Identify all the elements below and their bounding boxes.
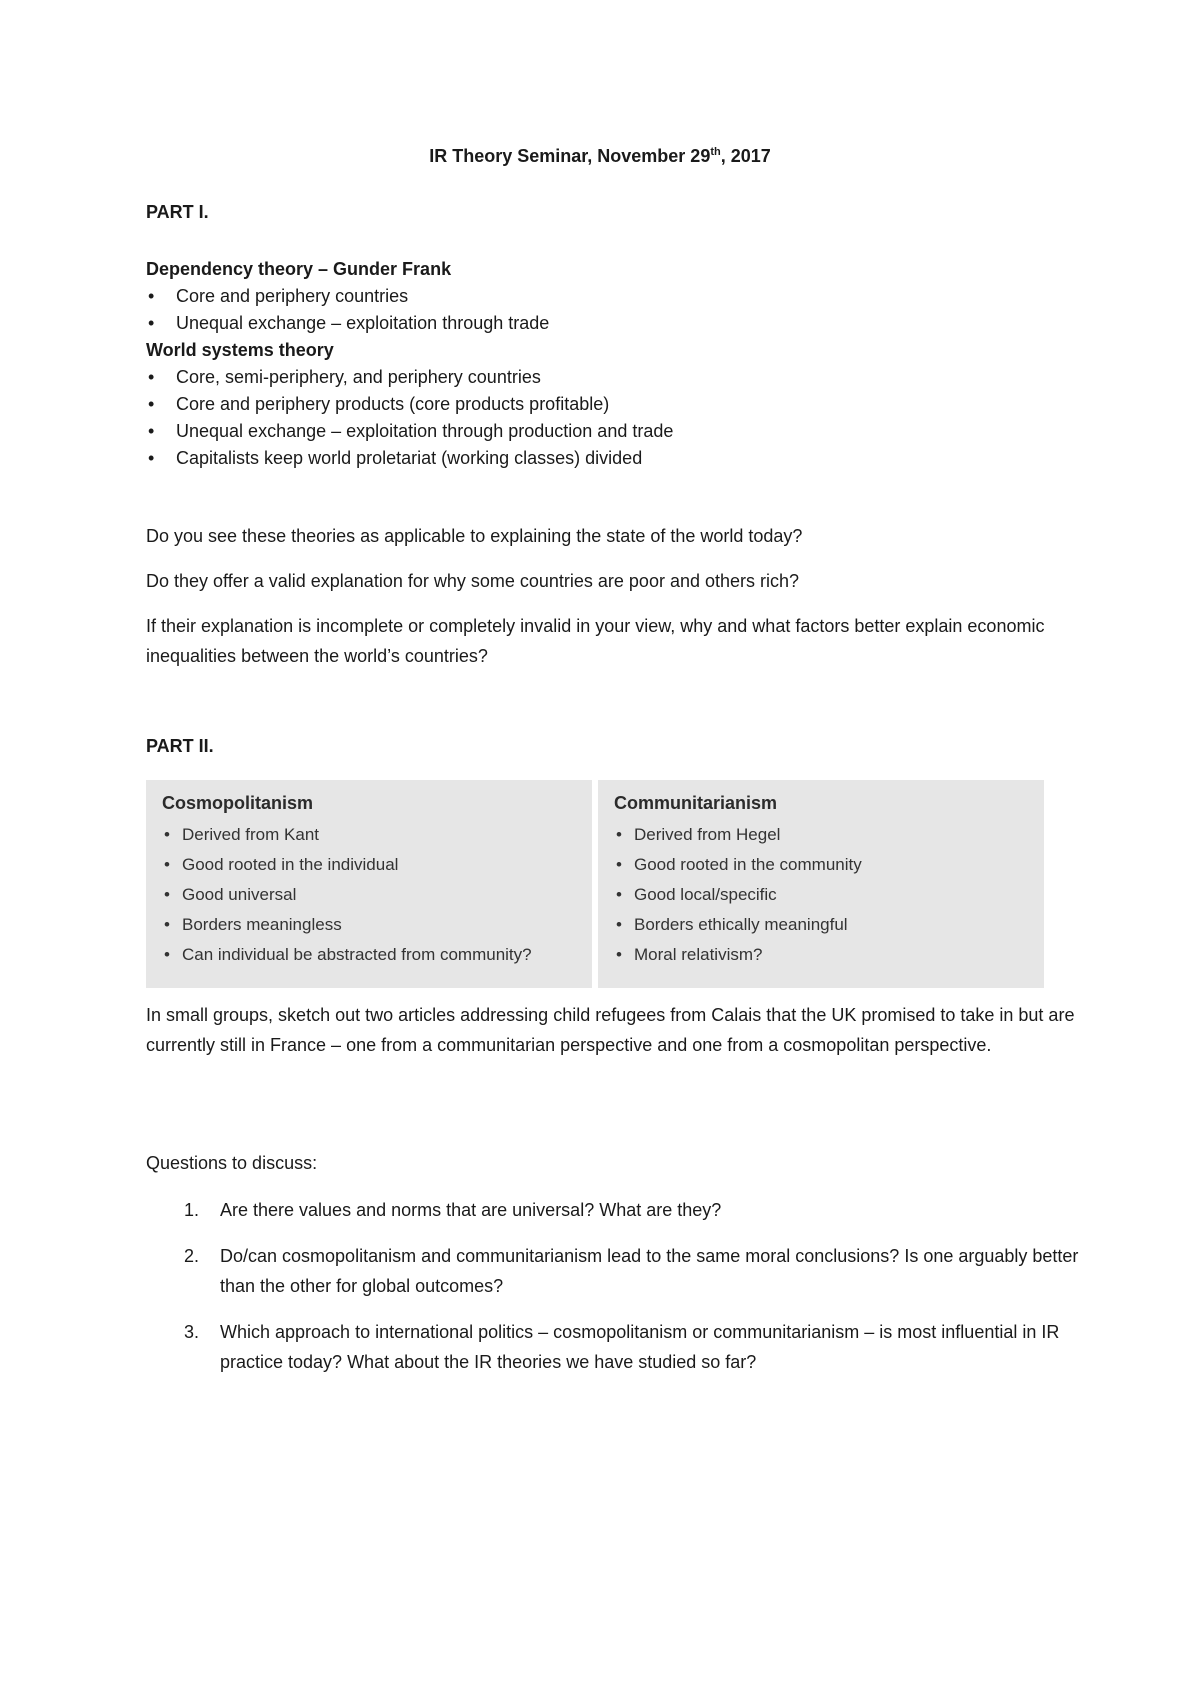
communitarianism-column [598, 780, 1044, 988]
communitarianism-heading: Communitarianism [614, 793, 778, 813]
list-item: • Can individual be abstracted from community? [162, 940, 576, 970]
title-superscript: th [710, 146, 721, 158]
list-item: • Borders meaningless [162, 910, 576, 940]
page-title: IR Theory Seminar, November 29th, 2017 [429, 146, 771, 166]
list-item: • Capitalists keep world proletariat (working classes) divided [146, 445, 1086, 472]
list-item: • Derived from Hegel [614, 820, 1028, 850]
discussion-questions [146, 1195, 1086, 1393]
question-number: 2. [184, 1246, 200, 1266]
list-item: • Core and periphery products (core products profitable) [146, 391, 1086, 418]
list-item: 3. Which approach to international politics – cosmopolitanism or communitarianism – is most influential in IR practice today? What about the IR theories we have studied so far? [146, 1317, 1086, 1377]
list-item: • Core, semi-periphery, and periphery countries [146, 364, 1086, 391]
list-item: • Core and periphery countries [146, 283, 1086, 310]
task-paragraph: In small groups, sketch out two articles addressing child refugees from Calais that the UK promised to take in but are currently still in France – one from a communitarian perspective and one from a cosmopolitan perspective. [146, 1005, 1075, 1055]
dependency-theory-heading: Dependency theory – Gunder Frank [146, 259, 452, 279]
comparison-table [146, 780, 1044, 988]
list-item: • Derived from Kant [162, 820, 576, 850]
list-item: • Unequal exchange – exploitation through production and trade [146, 418, 1086, 445]
question-paragraph: If their explanation is incomplete or completely invalid in your view, why and what factors better explain economic inequalities between the world’s countries? [146, 616, 1045, 666]
question-number: 1. [184, 1200, 200, 1220]
list-item: • Good local/specific [614, 880, 1028, 910]
world-systems-list [146, 364, 1086, 472]
world-systems-heading: World systems theory [146, 340, 334, 360]
list-item: • Unequal exchange – exploitation through trade [146, 310, 1086, 337]
cosmopolitanism-heading: Cosmopolitanism [162, 793, 314, 813]
question-number: 3. [184, 1322, 200, 1342]
list-item: • Moral relativism? [614, 940, 1028, 970]
list-item: 2. Do/can cosmopolitanism and communitarianism lead to the same moral conclusions? Is one arguably better than the other for global outcomes? [146, 1241, 1086, 1301]
part-1-theories [146, 256, 1086, 472]
list-item: • Good rooted in the individual [162, 850, 576, 880]
part-1-label: PART I. [146, 202, 209, 222]
list-item: • Good universal [162, 880, 576, 910]
list-item: 1. Are there values and norms that are universal? What are they? [146, 1195, 1086, 1225]
list-item: • Borders ethically meaningful [614, 910, 1028, 940]
question-paragraph: Do you see these theories as applicable to explaining the state of the world today? [146, 526, 803, 546]
dependency-theory-list [146, 283, 1086, 337]
cosmopolitanism-column [146, 780, 592, 988]
part-2-label: PART II. [146, 736, 214, 756]
discuss-label: Questions to discuss: [146, 1153, 318, 1173]
list-item: • Good rooted in the community [614, 850, 1028, 880]
question-paragraph: Do they offer a valid explanation for why some countries are poor and others rich? [146, 571, 800, 591]
